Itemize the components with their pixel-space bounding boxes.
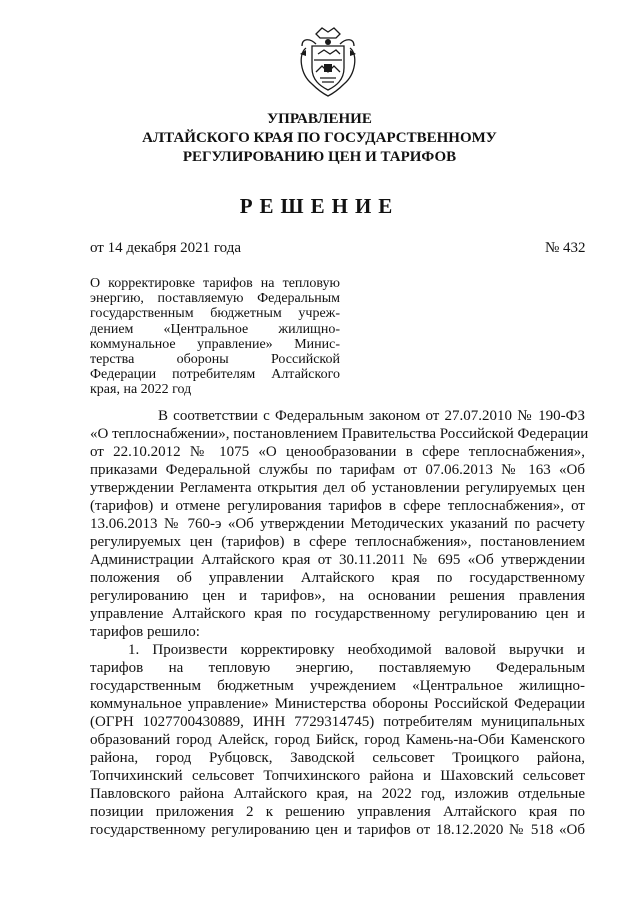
body-line: позиции приложения 2 к решению управления Алтайского края по <box>90 804 585 820</box>
body-line: управление Алтайского края по государственному регулированию цен и <box>90 606 585 622</box>
body-line: (ОГРН 1027700430889, ИНН 7729314745) потребителям муниципальных <box>90 714 585 730</box>
body-line: тарифов на тепловую энергию, поставляемую Федеральным <box>90 660 585 676</box>
body-line: тарифов решило: <box>90 624 200 640</box>
document-number: № 432 <box>545 240 586 256</box>
body-line: образований город Алейск, город Бийск, город Камень-на-Оби Каменского <box>90 732 585 748</box>
body-line: регулированию цен и тарифов», на основании решения правления <box>90 588 585 604</box>
body-line: Павловского района Алтайского края, на 2022 год, изложив отдельные <box>90 786 585 802</box>
body-line: регулируемых цен (тарифов) в сфере теплоснабжения», постановлением <box>90 534 585 550</box>
body-line: положения об управлении Алтайского края по государственному <box>90 570 585 586</box>
body-line: Администрации Алтайского края от 30.11.2011 № 695 «Об утверждении <box>90 552 585 568</box>
org-line: РЕГУЛИРОВАНИЮ ЦЕН И ТАРИФОВ <box>182 149 457 165</box>
subject-line: Федерации потребителям Алтайского <box>90 367 340 383</box>
subject-line: энергию, поставляемую Федеральным <box>90 291 340 307</box>
subject-line: государственным бюджетным учреж- <box>90 306 340 322</box>
subject-line: О корректировке тарифов на тепловую <box>90 276 340 291</box>
subject-line: дением «Центральное жилищно- <box>90 321 340 337</box>
document-body <box>90 407 589 839</box>
body-line: государственным бюджетным учреждением «Центральное жилищно- <box>90 678 585 694</box>
org-line: АЛТАЙСКОГО КРАЯ ПО ГОСУДАРСТВЕННОМУ <box>142 130 497 146</box>
body-line: приказами Федеральной службы по тарифам от 07.06.2013 № 163 «Об <box>90 462 585 478</box>
body-line: коммунальное управление» Министерства обороны Российской Федерации <box>90 696 585 712</box>
document-date: от 14 декабря 2021 года <box>90 240 242 256</box>
coat-of-arms-emblem <box>296 24 360 98</box>
subject-line: терства обороны Российской <box>90 352 340 368</box>
body-line: В соответствии с Федеральным законом от 27.07.2010 № 190-ФЗ <box>158 408 585 424</box>
body-line: государственному регулированию цен и тарифов от 18.12.2020 № 518 «Об <box>90 822 585 838</box>
body-line: (тарифов) и отмене регулирования тарифов в сфере теплоснабжения», от <box>90 498 585 514</box>
organization-header <box>0 110 639 167</box>
document-type-title: РЕШЕНИЕ <box>239 194 400 218</box>
body-line: 1. Произвести корректировку необходимой валовой выручки и <box>128 642 585 658</box>
body-line: «О теплоснабжении», постановлением Правительства Российской Федерации <box>90 426 589 442</box>
body-line: района, город Рубцовск, Заводской сельсовет Троицкого района, <box>90 750 585 766</box>
subject-line: коммунальное управление» Минис- <box>90 336 340 352</box>
org-line: УПРАВЛЕНИЕ <box>267 111 372 127</box>
body-line: от 22.10.2012 № 1075 «О ценообразовании в сфере теплоснабжения», <box>90 444 585 460</box>
body-line: утверждении Регламента открытия дел об установлении регулируемых цен <box>90 480 585 496</box>
body-line: Топчихинский сельсовет Топчихинского района и Шаховский сельсовет <box>90 768 585 784</box>
document-subject <box>90 276 340 398</box>
subject-line: края, на 2022 год <box>90 382 192 398</box>
body-line: 13.06.2013 № 760-э «Об утверждении Методических указаний по расчету <box>90 516 585 532</box>
